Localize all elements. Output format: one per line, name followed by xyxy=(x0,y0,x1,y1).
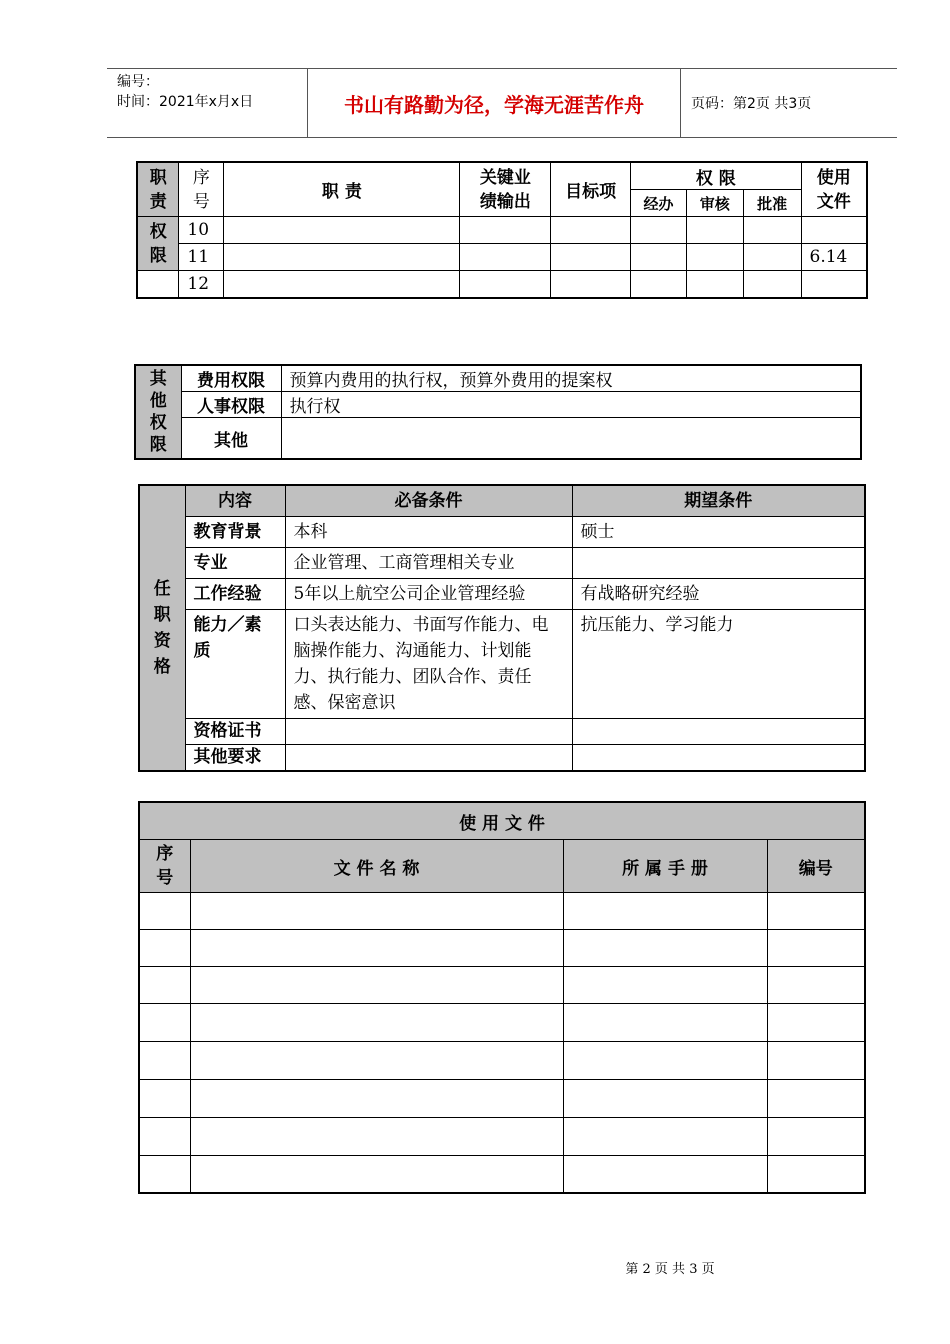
table-row xyxy=(139,517,865,548)
row-value: 预算内费用的执行权，预算外费用的提案权 xyxy=(281,365,861,392)
qualification-table xyxy=(138,484,866,772)
row-seq: 12 xyxy=(179,271,224,299)
row-seq: 10 xyxy=(179,217,224,244)
row-value xyxy=(281,418,861,460)
row-label: 其他要求 xyxy=(185,745,285,772)
row-label: 工作经验 xyxy=(185,579,285,610)
col-authority-header: 权 限 xyxy=(631,162,801,190)
duty-group-label: 职责 xyxy=(137,162,179,217)
table-row xyxy=(139,893,865,930)
table-row xyxy=(139,1080,865,1118)
table-row xyxy=(135,365,861,392)
page-footer: 第 2 页 共 3 页 xyxy=(625,1262,715,1277)
col-duty-header: 职 责 xyxy=(224,162,460,217)
col-review-header: 审核 xyxy=(686,190,743,217)
col-required-header: 必备条件 xyxy=(285,485,572,517)
table-row xyxy=(139,967,865,1004)
col-content-header: 内容 xyxy=(185,485,285,517)
documents-title: 使 用 文 件 xyxy=(139,802,865,840)
table-row xyxy=(137,244,867,271)
col-seq-header: 序号 xyxy=(139,840,190,893)
row-expected xyxy=(572,548,865,579)
authority-group-label: 权限 xyxy=(137,217,179,271)
row-required: 企业管理、工商管理相关专业 xyxy=(285,548,572,579)
row-label: 能力／素质 xyxy=(185,610,285,719)
table-row xyxy=(139,745,865,772)
row-label: 其他 xyxy=(181,418,281,460)
row-doc xyxy=(801,271,867,299)
table-row xyxy=(139,579,865,610)
col-docs-header: 使用文件 xyxy=(801,162,867,217)
table-row xyxy=(139,1156,865,1194)
motto: 书山有路勤为径，学海无涯苦作舟 xyxy=(308,69,681,137)
col-manual-header: 所 属 手 册 xyxy=(563,840,767,893)
table-row xyxy=(139,930,865,967)
table-row xyxy=(139,548,865,579)
row-expected: 有战略研究经验 xyxy=(572,579,865,610)
row-label: 教育背景 xyxy=(185,517,285,548)
row-value: 执行权 xyxy=(281,392,861,418)
table-row xyxy=(139,610,865,719)
row-label: 人事权限 xyxy=(181,392,281,418)
col-code-header: 编号 xyxy=(767,840,865,893)
table-row xyxy=(135,392,861,418)
col-handle-header: 经办 xyxy=(631,190,687,217)
row-required: 5年以上航空公司企业管理经验 xyxy=(285,579,572,610)
table-row xyxy=(139,1042,865,1080)
table-row xyxy=(139,719,865,745)
row-label: 费用权限 xyxy=(181,365,281,392)
row-required xyxy=(285,719,572,745)
page-label: 页码：第2页 共3页 xyxy=(691,96,812,112)
row-doc: 6.14 xyxy=(801,244,867,271)
documents-table xyxy=(138,801,866,1194)
table-row xyxy=(139,1004,865,1042)
row-expected xyxy=(572,745,865,772)
col-key-output-header: 关键业绩输出 xyxy=(460,162,551,217)
row-expected: 硕士 xyxy=(572,517,865,548)
row-expected: 抗压能力、学习能力 xyxy=(572,610,865,719)
col-target-header: 目标项 xyxy=(551,162,631,217)
row-required: 口头表达能力、书面写作能力、电脑操作能力、沟通能力、计划能力、执行能力、团队合作、责任感、保密意识 xyxy=(285,610,572,719)
other-authority-side-label: 其他权限 xyxy=(135,365,181,459)
row-required: 本科 xyxy=(285,517,572,548)
col-name-header: 文 件 名 称 xyxy=(190,840,563,893)
col-expected-header: 期望条件 xyxy=(572,485,865,517)
row-required xyxy=(285,745,572,772)
row-expected xyxy=(572,719,865,745)
code-label: 编号： xyxy=(117,74,159,90)
table-row xyxy=(137,271,867,299)
table-row xyxy=(139,1118,865,1156)
col-seq-header: 序号 xyxy=(179,162,224,217)
row-seq: 11 xyxy=(179,244,224,271)
table-row xyxy=(135,418,861,460)
row-doc xyxy=(801,217,867,244)
col-approve-header: 批准 xyxy=(743,190,801,217)
row-label: 专业 xyxy=(185,548,285,579)
qualification-side-label: 任职资格 xyxy=(139,485,185,771)
other-authority-table xyxy=(134,364,862,460)
duty-table xyxy=(136,161,868,299)
page-header xyxy=(107,68,897,138)
header-meta xyxy=(107,69,308,137)
time-label: 时间：2021年x月x日 xyxy=(117,94,254,110)
table-row xyxy=(137,217,867,244)
row-label: 资格证书 xyxy=(185,719,285,745)
